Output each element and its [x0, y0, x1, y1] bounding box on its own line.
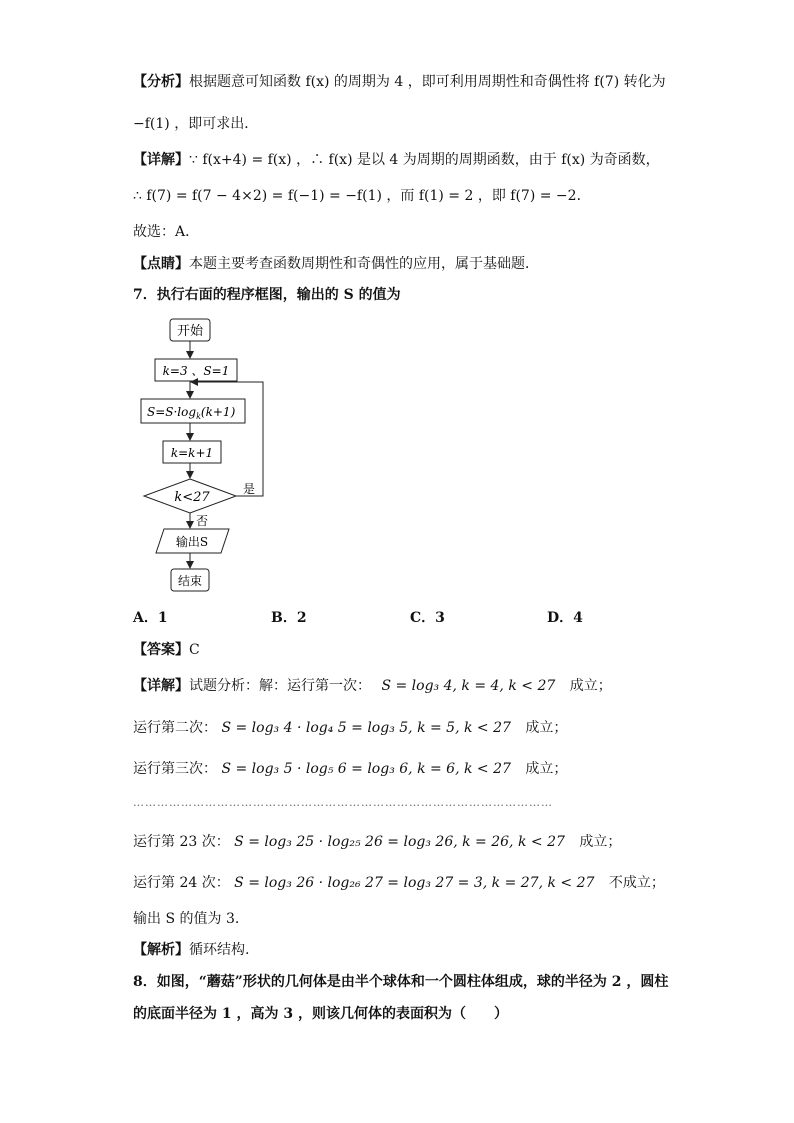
detail-line-2	[133, 186, 591, 206]
step-1	[133, 676, 612, 696]
detail-line-1	[133, 150, 660, 170]
detail-text-2: ∴ f(7) = f(7 − 4×2) = f(−1) = −f(1) ，而 f(1) = 2 ，即 f(7) = −2．	[133, 188, 591, 204]
step-3-math: S = log₃ 5 · log₅ 6 = log₃ 6, k = 6, k < 27	[221, 761, 511, 777]
step-1-suffix: 成立；	[569, 678, 612, 694]
step-3	[133, 759, 567, 779]
option-b: B．2	[271, 610, 307, 626]
option-d: D．4	[547, 610, 583, 626]
flow-init-text: k=3 、S=1	[162, 364, 230, 378]
ellipsis-dots: ……………………………………………………………………………………………	[133, 796, 553, 809]
option-c: C．3	[410, 610, 445, 626]
analysis-line-2	[133, 114, 258, 134]
step-1-math: S = log₃ 4, k = 4, k < 27	[381, 678, 556, 694]
step-5	[133, 873, 665, 893]
flow-start-text: 开始	[176, 324, 204, 339]
step-2-suffix: 成立；	[525, 720, 568, 736]
detail-label: 【详解】	[133, 152, 189, 168]
step-4-math: S = log₃ 25 · log₂₅ 26 = log₃ 26, k = 26, k < 27	[234, 834, 565, 850]
q7-detail-label: 【详解】	[133, 678, 189, 694]
q7-title: 7．执行右面的程序框图，输出的 S 的值为	[133, 287, 401, 303]
option-a: A．1	[133, 610, 168, 626]
output-line: 输出 S 的值为 3.	[133, 911, 240, 927]
step-2	[133, 718, 567, 738]
step-2-prefix: 运行第二次：	[133, 720, 217, 736]
flow-no-label: 否	[196, 514, 209, 528]
flow-inc-text: k=k+1	[170, 446, 214, 460]
analysis-line-1	[133, 72, 666, 92]
flowchart	[133, 310, 413, 600]
q8-line-2: 的底面半径为 1 ，高为 3 ，则该几何体的表面积为（ ）	[133, 1006, 508, 1022]
q8-line-1: 8．如图，“蘑菇”形状的几何体是由半个球体和一个圆柱体组成，球的半径为 2 ，圆柱	[133, 974, 669, 990]
comment-line	[133, 254, 539, 274]
step-4-suffix: 成立；	[579, 834, 622, 850]
parse-text: 循环结构.	[189, 942, 250, 958]
step-2-math: S = log₃ 4 · log₄ 5 = log₃ 5, k = 5, k < 27	[221, 720, 511, 736]
analysis-text-1: 根据题意可知函数 f(x) 的周期为 4 ，即可利用周期性和奇偶性将 f(7) 转化为	[189, 74, 666, 90]
choice-line	[133, 222, 199, 242]
analysis-label: 【分析】	[133, 74, 189, 90]
choice-text: 故选：A．	[133, 224, 200, 240]
flow-yes-label: 是	[243, 482, 256, 496]
parse-label: 【解析】	[133, 942, 189, 958]
flow-cond-text: k<27	[174, 490, 210, 505]
step-3-prefix: 运行第三次：	[133, 761, 217, 777]
answer-line	[133, 640, 200, 660]
step-4-prefix: 运行第 23 次：	[133, 834, 230, 850]
flow-output-text: 输出S	[175, 535, 209, 549]
answer-value: C	[189, 642, 200, 658]
step-5-suffix: 不成立；	[608, 875, 665, 891]
parse-line	[133, 940, 249, 960]
comment-text: 本题主要考查函数周期性和奇偶性的应用，属于基础题．	[189, 256, 539, 272]
comment-label: 【点睛】	[133, 256, 189, 272]
detail-text-1: ∵ f(x+4) = f(x) ，∴ f(x) 是以 4 为周期的周期函数，由于 f(x) 为奇函数，	[189, 152, 660, 168]
step-5-prefix: 运行第 24 次：	[133, 875, 230, 891]
analysis-text-2: −f(1) ，即可求出．	[133, 116, 259, 132]
flow-assign-text: $S=S\cdot\log_k(k+1)$	[147, 405, 236, 421]
step-3-suffix: 成立；	[525, 761, 568, 777]
flow-end-text: 结束	[177, 574, 203, 588]
answer-label: 【答案】	[133, 642, 189, 658]
step-4	[133, 832, 621, 852]
q7-detail-intro: 试题分析：解：运行第一次：	[189, 678, 371, 694]
step-5-math: S = log₃ 26 · log₂₆ 27 = log₃ 27 = 3, k = 27, k < 27	[234, 875, 595, 891]
